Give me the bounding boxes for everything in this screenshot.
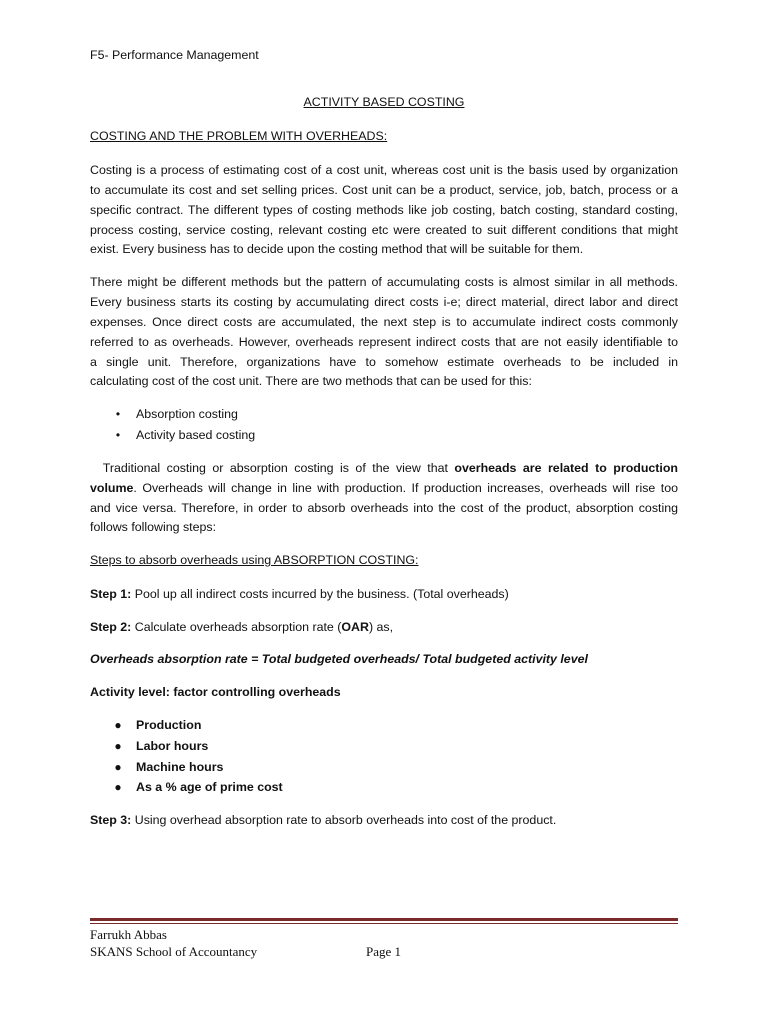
section-heading: COSTING AND THE PROBLEM WITH OVERHEADS: bbox=[90, 129, 388, 143]
step-2 bbox=[90, 619, 678, 635]
list-item: Labor hours bbox=[136, 739, 209, 753]
footer-page-number: Page 1 bbox=[366, 944, 402, 959]
list-item: Activity based costing bbox=[136, 428, 256, 442]
activity-heading: Activity level: factor controlling overheads bbox=[90, 685, 341, 699]
formula: Overheads absorption rate = Total budgeted overheads/ Total budgeted activity level bbox=[90, 652, 588, 666]
paragraph-line: Costing is a process of estimating cost of a cost unit, whereas cost unit is the basis used by organization bbox=[90, 163, 678, 177]
footer-school: SKANS School of Accountancy bbox=[90, 944, 258, 959]
paragraph-line: referred to as overheads. However, overheads represent indirect costs that are not easily identifiable to bbox=[90, 335, 678, 349]
paragraph-line: expenses. Once direct costs are accumulated, the next step is to accumulate indirect costs commonly bbox=[90, 315, 678, 329]
paragraph-line: calculating cost of the cost unit. There are two methods that can be used for this: bbox=[90, 374, 532, 388]
bullet-icon: ● bbox=[114, 760, 122, 774]
step-1 bbox=[90, 586, 678, 602]
paragraph-line: a single unit. Therefore, organizations have to somehow estimate overheads to be included in bbox=[90, 355, 678, 369]
paragraph-line bbox=[90, 460, 678, 476]
header-course: F5- Performance Management bbox=[90, 48, 259, 62]
paragraph-line: process costing, service costing, relevant costing etc were created to suit different conditions that might bbox=[90, 223, 678, 237]
document-title: ACTIVITY BASED COSTING bbox=[303, 95, 465, 109]
step-label: Step 3: bbox=[90, 813, 132, 827]
footer-rule-thin bbox=[90, 923, 678, 924]
bullet-icon: ● bbox=[114, 780, 122, 794]
oar-abbreviation: OAR bbox=[341, 620, 369, 634]
paragraph-line: and vice versa. Therefore, in order to absorb overheads into the cost of the product, absorption costing bbox=[90, 501, 678, 515]
paragraph-line: exist. Every business has to decide upon the costing method that will be suitable for them. bbox=[90, 242, 584, 256]
bullet-icon: ● bbox=[114, 718, 122, 732]
paragraph-line: specific contract. The different types of costing methods like job costing, batch costing, standard costing, bbox=[90, 203, 678, 217]
list-item: Absorption costing bbox=[136, 407, 238, 421]
step-3 bbox=[90, 812, 678, 828]
steps-heading: Steps to absorb overheads using ABSORPTION COSTING: bbox=[90, 553, 419, 567]
list-item: As a % age of prime cost bbox=[136, 780, 283, 794]
list-item: Production bbox=[136, 718, 202, 732]
emphasis-text: overheads are related to production bbox=[454, 461, 678, 475]
step-label: Step 1: bbox=[90, 587, 132, 601]
emphasis-text: volume bbox=[90, 481, 134, 495]
paragraph-line bbox=[90, 480, 678, 496]
bullet-icon: • bbox=[115, 407, 121, 421]
bullet-icon: • bbox=[115, 428, 121, 442]
bullet-icon: ● bbox=[114, 739, 122, 753]
step-text: Pool up all indirect costs incurred by the business. (Total overheads) bbox=[131, 587, 509, 601]
paragraph-text: Traditional costing or absorption costing is of the view that bbox=[90, 461, 455, 475]
step-text: Calculate overheads absorption rate ( bbox=[131, 620, 342, 634]
step-text: ) as, bbox=[368, 620, 394, 634]
list-item: Machine hours bbox=[136, 760, 224, 774]
step-text: Using overhead absorption rate to absorb overheads into cost of the product. bbox=[131, 813, 557, 827]
step-label: Step 2: bbox=[90, 620, 132, 634]
paragraph-line: to accumulate its cost and set selling prices. Cost unit can be a product, service, job, batch, process or a bbox=[90, 183, 678, 197]
footer-rule-thick bbox=[90, 918, 678, 921]
paragraph-line: Every business starts its costing by accumulating direct costs i-e; direct material, direct labor and direct bbox=[90, 295, 678, 309]
footer-author: Farrukh Abbas bbox=[90, 927, 167, 942]
paragraph-line: follows following steps: bbox=[90, 520, 217, 534]
paragraph-text: . Overheads will change in line with production. If production increases, overheads will rise too bbox=[133, 481, 678, 495]
paragraph-line: There might be different methods but the pattern of accumulating costs is almost similar in all methods. bbox=[90, 275, 678, 289]
